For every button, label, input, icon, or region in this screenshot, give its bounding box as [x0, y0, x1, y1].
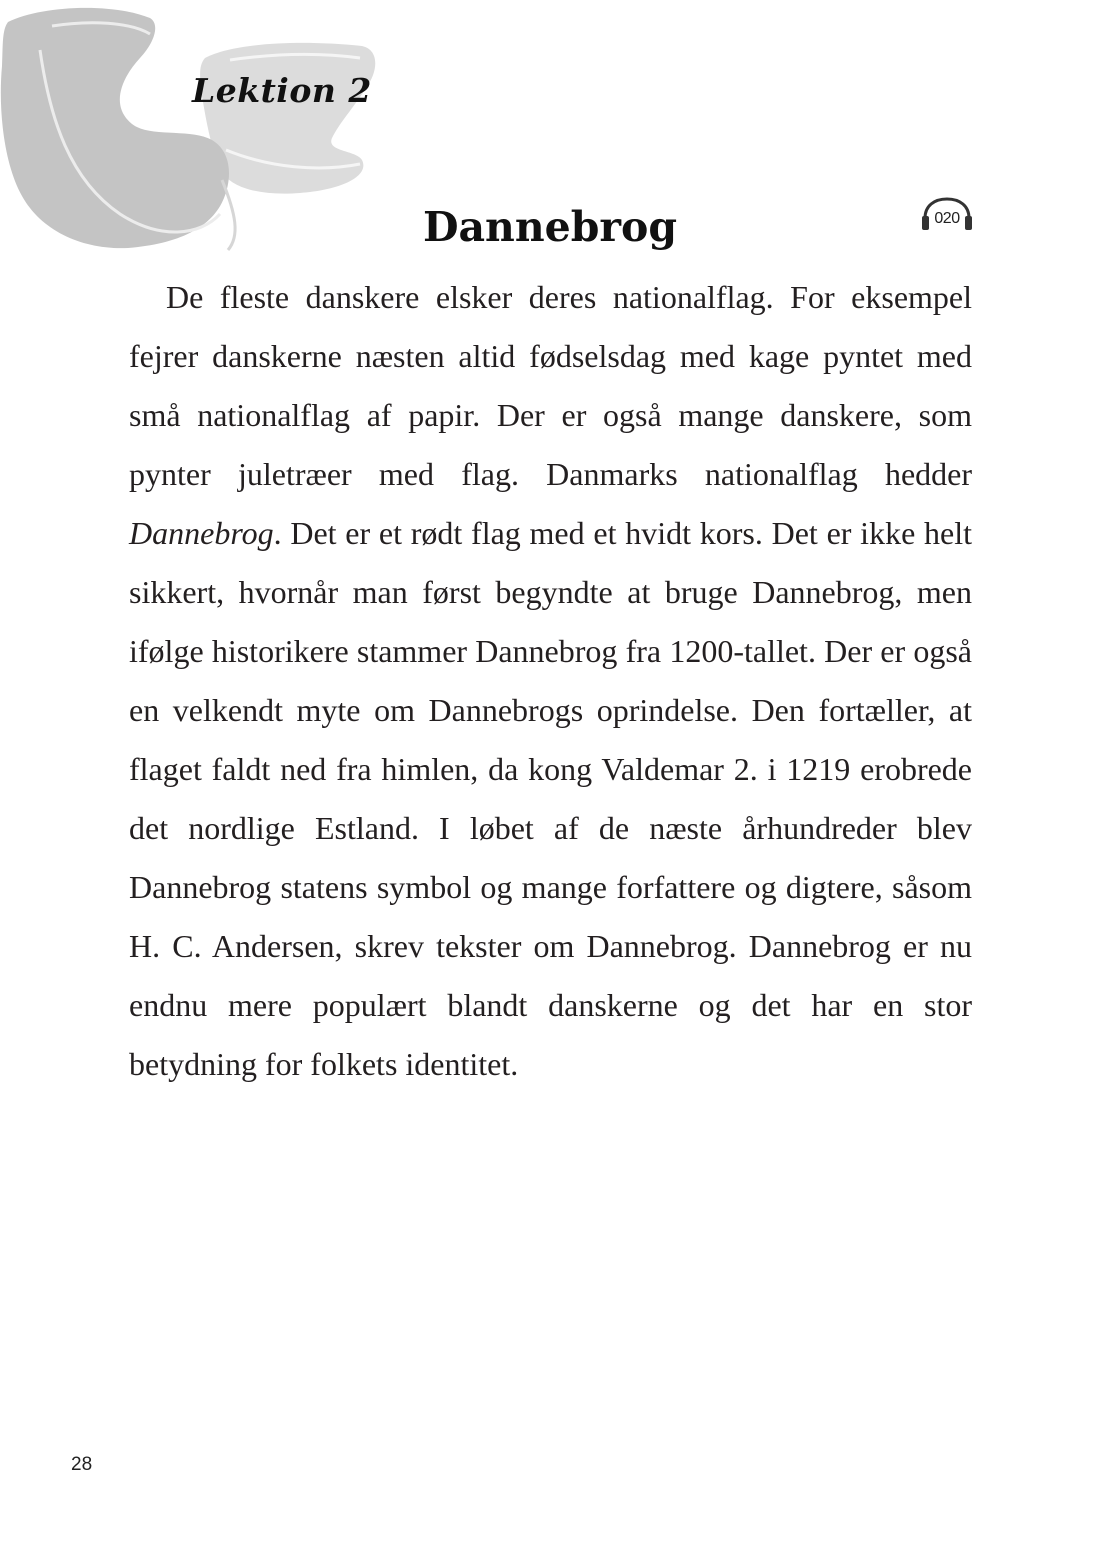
body-text-italic: Dannebrog: [129, 515, 274, 551]
lesson-label: Lektion 2: [192, 71, 372, 110]
audio-track-number: 020: [934, 210, 960, 227]
page-title: [417, 205, 683, 250]
page-title-text: Dannebrog: [422, 203, 678, 252]
body-text-segment: . Det er et rødt flag med et hvidt kors. Det er ikke helt sikkert, hvornår man først begyndte at bruge Dannebrog, men ifølge historikere stammer Dannebrog fra 1200-tallet. Der er også en velkendt myte om Dannebrogs oprindelse. Den fortæller, at flaget faldt ned fra himlen, da kong Valdemar 2. i 1219 erobrede det nordlige Estland. I løbet af de næste århundreder blev Dannebrog statens symbol og mange forfattere og digtere, såsom H. C. Andersen, skrev tekster om Dannebrog. Dannebrog er nu endnu mere populært blandt danskerne og det har en stor betydning for folkets identitet.: [129, 515, 972, 1082]
body-paragraph: [129, 268, 972, 1094]
audio-track-badge[interactable]: [920, 196, 974, 234]
body-text-segment: De fleste danskere elsker deres nationalflag. For eksempel fejrer danskerne næsten altid fødselsdag med kage pyntet med små nationalflag af papir. Der er også mange danskere, som pynter juletræer med flag. Danmarks nationalflag hedder: [129, 279, 972, 492]
page-number: 28: [71, 1454, 93, 1475]
